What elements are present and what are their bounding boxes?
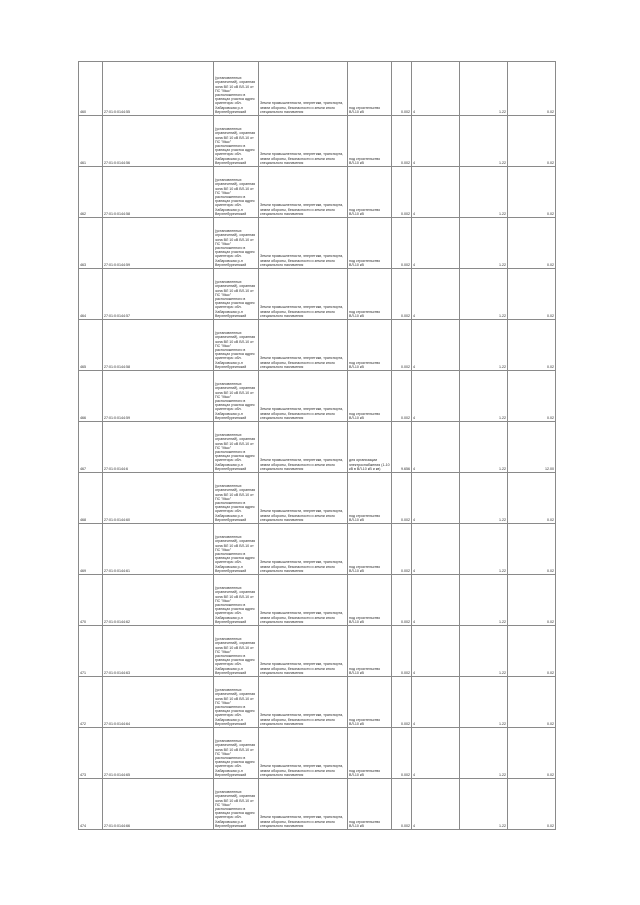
area-value: 0.002: [392, 779, 412, 830]
cadastral-number: 27:01:0:0144:58: [103, 320, 214, 371]
row-number: 461: [79, 116, 103, 167]
table-row: [79, 779, 556, 830]
total-value: 0.02: [508, 371, 556, 422]
permitted-use: под строительство ВЛ-10 кВ: [348, 779, 392, 830]
encumbrance-description: (установленных ограничений), охранная зона ВЛ 10 кВ ВЛ-10 от ПС "Мыс" расположенного в границах участка адрес ориентира: обл. Хабаровская р-н Верхнебуреинский: [214, 728, 259, 779]
permitted-use: под строительство ВЛ-10 кВ: [348, 524, 392, 575]
land-category: Земли промышленности, энергетики, транспорта, земли обороны, безопасности и земли иного специального назначения: [259, 524, 348, 575]
area-value: 0.002: [392, 371, 412, 422]
cadastral-number: 27:01:0:0144:6: [103, 422, 214, 473]
unit-value: 4: [412, 473, 460, 524]
table-row: [79, 218, 556, 269]
total-value: 0.02: [508, 62, 556, 116]
land-category: Земли промышленности, энергетики, транспорта, земли обороны, безопасности и земли иного специального назначения: [259, 626, 348, 677]
row-number: 474: [79, 779, 103, 830]
unit-value: 4: [412, 62, 460, 116]
encumbrance-description: (установленных ограничений), охранная зона ВЛ 10 кВ ВЛ-10 от ПС "Мыс" расположенного в границах участка адрес ориентира: обл. Хабаровская р-н Верхнебуреинский: [214, 473, 259, 524]
permitted-use: под строительство ВЛ-10 кВ: [348, 167, 392, 218]
row-number: 465: [79, 320, 103, 371]
cadastral-number: 27:01:0:0144:66: [103, 779, 214, 830]
encumbrance-description: (установленных ограничений), охранная зона ВЛ 10 кВ ВЛ-10 от ПС "Мыс" расположенного в границах участка адрес ориентира: обл. Хабаровская р-н Верхнебуреинский: [214, 575, 259, 626]
rate-value: 1.22: [460, 371, 508, 422]
rate-value: 1.22: [460, 728, 508, 779]
unit-value: 4: [412, 524, 460, 575]
table-row: [79, 116, 556, 167]
table-row: [79, 728, 556, 779]
cadastral-number: 27:01:0:0144:62: [103, 575, 214, 626]
row-number: 467: [79, 422, 103, 473]
row-number: 462: [79, 167, 103, 218]
total-value: 0.02: [508, 575, 556, 626]
unit-value: 4: [412, 269, 460, 320]
total-value: 0.02: [508, 218, 556, 269]
row-number: 460: [79, 62, 103, 116]
rate-value: 1.22: [460, 524, 508, 575]
table-row: [79, 320, 556, 371]
land-category: Земли промышленности, энергетики, транспорта, земли обороны, безопасности и земли иного специального назначения: [259, 218, 348, 269]
land-category: Земли промышленности, энергетики, транспорта, земли обороны, безопасности и земли иного специального назначения: [259, 779, 348, 830]
cadastral-number: 27:01:0:0144:59: [103, 218, 214, 269]
row-number: 463: [79, 218, 103, 269]
land-category: Земли промышленности, энергетики, транспорта, земли обороны, безопасности и земли иного специального назначения: [259, 677, 348, 728]
rate-value: 1.22: [460, 218, 508, 269]
rate-value: 1.22: [460, 269, 508, 320]
row-number: 468: [79, 473, 103, 524]
land-category: Земли промышленности, энергетики, транспорта, земли обороны, безопасности и земли иного специального назначения: [259, 269, 348, 320]
area-value: 9.656: [392, 422, 412, 473]
rate-value: 1.22: [460, 575, 508, 626]
row-number: 469: [79, 524, 103, 575]
encumbrance-description: (установленных ограничений), охранная зона ВЛ 10 кВ ВЛ-10 от ПС "Мыс" расположенного в границах участка адрес ориентира: обл. Хабаровская р-н Верхнебуреинский: [214, 269, 259, 320]
total-value: 0.02: [508, 473, 556, 524]
total-value: 0.02: [508, 779, 556, 830]
land-category: Земли промышленности, энергетики, транспорта, земли обороны, безопасности и земли иного специального назначения: [259, 116, 348, 167]
rate-value: 1.22: [460, 422, 508, 473]
cadastral-number: 27:01:0:0144:63: [103, 626, 214, 677]
total-value: 12.00: [508, 422, 556, 473]
area-value: 0.002: [392, 728, 412, 779]
unit-value: 4: [412, 728, 460, 779]
encumbrance-description: (установленных ограничений), охранная зона ВЛ 10 кВ ВЛ-10 от ПС "Мыс" расположенного в границах участка адрес ориентира: обл. Хабаровская р-н Верхнебуреинский: [214, 371, 259, 422]
rate-value: 1.22: [460, 320, 508, 371]
encumbrance-description: (установленных ограничений), охранная зона ВЛ 10 кВ ВЛ-10 от ПС "Мыс" расположенного в границах участка адрес ориентира: обл. Хабаровская р-н Верхнебуреинский: [214, 422, 259, 473]
area-value: 0.002: [392, 218, 412, 269]
table-row: [79, 677, 556, 728]
table-row: [79, 371, 556, 422]
land-category: Земли промышленности, энергетики, транспорта, земли обороны, безопасности и земли иного специального назначения: [259, 422, 348, 473]
permitted-use: под строительство ВЛ-10 кВ: [348, 728, 392, 779]
rate-value: 1.22: [460, 626, 508, 677]
table-row: [79, 167, 556, 218]
permitted-use: под строительство ВЛ-10 кВ: [348, 218, 392, 269]
unit-value: 4: [412, 626, 460, 677]
permitted-use: под строительство ВЛ-10 кВ: [348, 371, 392, 422]
rate-value: 1.22: [460, 167, 508, 218]
row-number: 470: [79, 575, 103, 626]
permitted-use: под строительство ВЛ-10 кВ: [348, 473, 392, 524]
table-row: [79, 422, 556, 473]
land-category: Земли промышленности, энергетики, транспорта, земли обороны, безопасности и земли иного специального назначения: [259, 473, 348, 524]
encumbrance-description: (установленных ограничений), охранная зона ВЛ 10 кВ ВЛ-10 от ПС "Мыс" расположенного в границах участка адрес ориентира: обл. Хабаровская р-н Верхнебуреинский: [214, 62, 259, 116]
row-number: 471: [79, 626, 103, 677]
permitted-use: под строительство ВЛ-10 кВ: [348, 575, 392, 626]
area-value: 0.002: [392, 473, 412, 524]
encumbrance-description: (установленных ограничений), охранная зона ВЛ 10 кВ ВЛ-10 от ПС "Мыс" расположенного в границах участка адрес ориентира: обл. Хабаровская р-н Верхнебуреинский: [214, 218, 259, 269]
encumbrance-description: (установленных ограничений), охранная зона ВЛ 10 кВ ВЛ-10 от ПС "Мыс" расположенного в границах участка адрес ориентира: обл. Хабаровская р-н Верхнебуреинский: [214, 524, 259, 575]
permitted-use: под строительство ВЛ-10 кВ: [348, 269, 392, 320]
total-value: 0.02: [508, 728, 556, 779]
total-value: 0.02: [508, 677, 556, 728]
land-category: Земли промышленности, энергетики, транспорта, земли обороны, безопасности и земли иного специального назначения: [259, 62, 348, 116]
permitted-use: для организации электроснабжения (1-10 кВ в ВЛ-10 кВ и кв): [348, 422, 392, 473]
encumbrance-description: (установленных ограничений), охранная зона ВЛ 10 кВ ВЛ-10 от ПС "Мыс" расположенного в границах участка адрес ориентира: обл. Хабаровская р-н Верхнебуреинский: [214, 779, 259, 830]
area-value: 0.002: [392, 320, 412, 371]
area-value: 0.002: [392, 524, 412, 575]
cadastral-number: 27:01:0:0144:56: [103, 116, 214, 167]
unit-value: 4: [412, 779, 460, 830]
register-table: [78, 61, 556, 830]
permitted-use: под строительство ВЛ-10 кВ: [348, 677, 392, 728]
encumbrance-description: (установленных ограничений), охранная зона ВЛ 10 кВ ВЛ-10 от ПС "Мыс" расположенного в границах участка адрес ориентира: обл. Хабаровская р-н Верхнебуреинский: [214, 320, 259, 371]
area-value: 0.002: [392, 167, 412, 218]
permitted-use: под строительство ВЛ-10 кВ: [348, 320, 392, 371]
area-value: 0.002: [392, 626, 412, 677]
table-row: [79, 62, 556, 116]
land-category: Земли промышленности, энергетики, транспорта, земли обороны, безопасности и земли иного специального назначения: [259, 575, 348, 626]
cadastral-number: 27:01:0:0144:61: [103, 524, 214, 575]
encumbrance-description: (установленных ограничений), охранная зона ВЛ 10 кВ ВЛ-10 от ПС "Мыс" расположенного в границах участка адрес ориентира: обл. Хабаровская р-н Верхнебуреинский: [214, 677, 259, 728]
unit-value: 4: [412, 116, 460, 167]
total-value: 0.02: [508, 626, 556, 677]
land-category: Земли промышленности, энергетики, транспорта, земли обороны, безопасности и земли иного специального назначения: [259, 371, 348, 422]
unit-value: 4: [412, 575, 460, 626]
unit-value: 4: [412, 677, 460, 728]
area-value: 0.002: [392, 575, 412, 626]
cadastral-number: 27:01:0:0144:57: [103, 269, 214, 320]
rate-value: 1.22: [460, 116, 508, 167]
area-value: 0.002: [392, 62, 412, 116]
cadastral-number: 27:01:0:0144:59: [103, 371, 214, 422]
table-row: [79, 269, 556, 320]
land-category: Земли промышленности, энергетики, транспорта, земли обороны, безопасности и земли иного специального назначения: [259, 167, 348, 218]
encumbrance-description: (установленных ограничений), охранная зона ВЛ 10 кВ ВЛ-10 от ПС "Мыс" расположенного в границах участка адрес ориентира: обл. Хабаровская р-н Верхнебуреинский: [214, 116, 259, 167]
rate-value: 1.22: [460, 473, 508, 524]
area-value: 0.002: [392, 677, 412, 728]
cadastral-number: 27:01:0:0144:60: [103, 473, 214, 524]
unit-value: 4: [412, 371, 460, 422]
table-row: [79, 524, 556, 575]
total-value: 0.02: [508, 269, 556, 320]
unit-value: 4: [412, 218, 460, 269]
encumbrance-description: (установленных ограничений), охранная зона ВЛ 10 кВ ВЛ-10 от ПС "Мыс" расположенного в границах участка адрес ориентира: обл. Хабаровская р-н Верхнебуреинский: [214, 626, 259, 677]
rate-value: 1.22: [460, 779, 508, 830]
cadastral-number: 27:01:0:0144:55: [103, 62, 214, 116]
rate-value: 1.22: [460, 62, 508, 116]
total-value: 0.02: [508, 320, 556, 371]
permitted-use: под строительство ВЛ-10 кВ: [348, 626, 392, 677]
cadastral-number: 27:01:0:0144:58: [103, 167, 214, 218]
permitted-use: под строительство ВЛ-10 кВ: [348, 62, 392, 116]
permitted-use: под строительство ВЛ-10 кВ: [348, 116, 392, 167]
row-number: 472: [79, 677, 103, 728]
total-value: 0.02: [508, 524, 556, 575]
row-number: 473: [79, 728, 103, 779]
unit-value: 4: [412, 422, 460, 473]
total-value: 0.02: [508, 116, 556, 167]
area-value: 0.002: [392, 116, 412, 167]
land-category: Земли промышленности, энергетики, транспорта, земли обороны, безопасности и земли иного специального назначения: [259, 728, 348, 779]
cadastral-number: 27:01:0:0144:64: [103, 677, 214, 728]
land-category: Земли промышленности, энергетики, транспорта, земли обороны, безопасности и земли иного специального назначения: [259, 320, 348, 371]
table-row: [79, 575, 556, 626]
table-row: [79, 626, 556, 677]
table-row: [79, 473, 556, 524]
unit-value: 4: [412, 167, 460, 218]
row-number: 464: [79, 269, 103, 320]
rate-value: 1.22: [460, 677, 508, 728]
row-number: 466: [79, 371, 103, 422]
area-value: 0.002: [392, 269, 412, 320]
cadastral-number: 27:01:0:0144:65: [103, 728, 214, 779]
unit-value: 4: [412, 320, 460, 371]
encumbrance-description: (установленных ограничений), охранная зона ВЛ 10 кВ ВЛ-10 от ПС "Мыс" расположенного в границах участка адрес ориентира: обл. Хабаровская р-н Верхнебуреинский: [214, 167, 259, 218]
total-value: 0.02: [508, 167, 556, 218]
